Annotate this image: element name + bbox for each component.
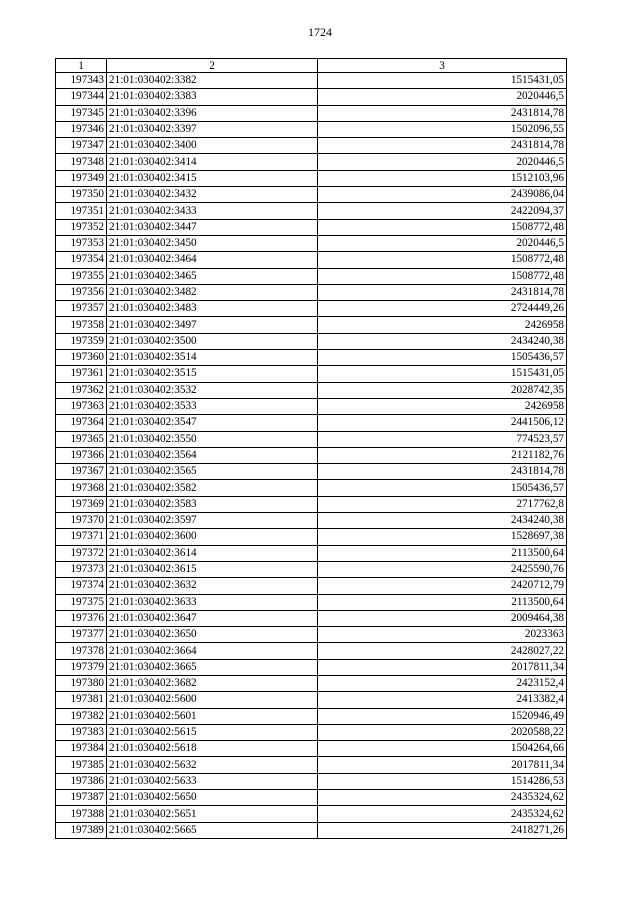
- table-row: [56, 545, 567, 561]
- cadastral-number-cell: 21:01:030402:3565: [107, 464, 318, 480]
- value-cell: 1502096,55: [318, 121, 567, 137]
- cadastral-number-cell: 21:01:030402:5650: [107, 790, 318, 806]
- value-cell: 2717762,8: [318, 496, 567, 512]
- row-number-cell: 197361: [56, 366, 107, 382]
- value-cell: 2431814,78: [318, 464, 567, 480]
- table-row: [56, 170, 567, 186]
- column-header-3: 3: [318, 59, 567, 73]
- row-number-cell: 197367: [56, 464, 107, 480]
- cadastral-number-cell: 21:01:030402:3664: [107, 643, 318, 659]
- cadastral-number-cell: 21:01:030402:3482: [107, 284, 318, 300]
- value-cell: 2426958: [318, 398, 567, 414]
- cadastral-number-cell: 21:01:030402:3647: [107, 610, 318, 626]
- row-number-cell: 197388: [56, 806, 107, 822]
- row-number-cell: 197358: [56, 317, 107, 333]
- value-cell: 1528697,38: [318, 529, 567, 545]
- table-row: [56, 382, 567, 398]
- row-number-cell: 197379: [56, 659, 107, 675]
- value-cell: 2724449,26: [318, 301, 567, 317]
- cadastral-number-cell: 21:01:030402:3564: [107, 447, 318, 463]
- row-number-cell: 197352: [56, 219, 107, 235]
- row-number-cell: 197364: [56, 415, 107, 431]
- cadastral-number-cell: 21:01:030402:5632: [107, 757, 318, 773]
- value-cell: 2441506,12: [318, 415, 567, 431]
- table-row: [56, 203, 567, 219]
- table-row: [56, 138, 567, 154]
- value-cell: 1515431,05: [318, 366, 567, 382]
- cadastral-number-cell: 21:01:030402:3447: [107, 219, 318, 235]
- row-number-cell: 197375: [56, 594, 107, 610]
- value-cell: 2420712,79: [318, 578, 567, 594]
- table-row: [56, 480, 567, 496]
- table-row: [56, 610, 567, 626]
- cadastral-number-cell: 21:01:030402:3514: [107, 350, 318, 366]
- row-number-cell: 197389: [56, 822, 107, 838]
- row-number-cell: 197362: [56, 382, 107, 398]
- table-row: [56, 219, 567, 235]
- table-row: [56, 724, 567, 740]
- cadastral-number-cell: 21:01:030402:3400: [107, 138, 318, 154]
- cadastral-number-cell: 21:01:030402:3515: [107, 366, 318, 382]
- cadastral-number-cell: 21:01:030402:3397: [107, 121, 318, 137]
- cadastral-number-cell: 21:01:030402:5601: [107, 708, 318, 724]
- value-cell: 1514286,53: [318, 773, 567, 789]
- value-cell: 1508772,48: [318, 219, 567, 235]
- table-row: [56, 594, 567, 610]
- cadastral-number-cell: 21:01:030402:5651: [107, 806, 318, 822]
- table-row: [56, 741, 567, 757]
- cadastral-number-cell: 21:01:030402:5618: [107, 741, 318, 757]
- row-number-cell: 197370: [56, 513, 107, 529]
- table-row: [56, 333, 567, 349]
- row-number-cell: 197374: [56, 578, 107, 594]
- table-row: [56, 692, 567, 708]
- value-cell: 2435324,62: [318, 790, 567, 806]
- value-cell: 2431814,78: [318, 105, 567, 121]
- table-row: [56, 578, 567, 594]
- value-cell: 2113500,64: [318, 594, 567, 610]
- row-number-cell: 197359: [56, 333, 107, 349]
- row-number-cell: 197372: [56, 545, 107, 561]
- row-number-cell: 197377: [56, 627, 107, 643]
- value-cell: 2113500,64: [318, 545, 567, 561]
- row-number-cell: 197382: [56, 708, 107, 724]
- value-cell: 1508772,48: [318, 252, 567, 268]
- cadastral-number-cell: 21:01:030402:3432: [107, 187, 318, 203]
- page-number: 1724: [308, 25, 332, 39]
- table-row: [56, 822, 567, 838]
- row-number-cell: 197378: [56, 643, 107, 659]
- value-cell: 1512103,96: [318, 170, 567, 186]
- value-cell: 2428027,22: [318, 643, 567, 659]
- value-cell: 2020446,5: [318, 89, 567, 105]
- value-cell: 2020446,5: [318, 154, 567, 170]
- row-number-cell: 197369: [56, 496, 107, 512]
- value-cell: 2020588,22: [318, 724, 567, 740]
- row-number-cell: 197347: [56, 138, 107, 154]
- cadastral-number-cell: 21:01:030402:3582: [107, 480, 318, 496]
- value-cell: 2431814,78: [318, 138, 567, 154]
- table-row: [56, 773, 567, 789]
- table-row: [56, 464, 567, 480]
- header-row: [56, 59, 567, 73]
- table-body: [56, 73, 567, 839]
- row-number-cell: 197346: [56, 121, 107, 137]
- row-number-cell: 197351: [56, 203, 107, 219]
- cadastral-number-cell: 21:01:030402:3682: [107, 675, 318, 691]
- table-row: [56, 73, 567, 89]
- row-number-cell: 197345: [56, 105, 107, 121]
- cadastral-number-cell: 21:01:030402:5665: [107, 822, 318, 838]
- value-cell: 2423152,4: [318, 675, 567, 691]
- value-cell: 1508772,48: [318, 268, 567, 284]
- value-cell: 2426958: [318, 317, 567, 333]
- table-row: [56, 757, 567, 773]
- cadastral-number-cell: 21:01:030402:5615: [107, 724, 318, 740]
- row-number-cell: 197344: [56, 89, 107, 105]
- table-row: [56, 415, 567, 431]
- row-number-cell: 197384: [56, 741, 107, 757]
- row-number-cell: 197357: [56, 301, 107, 317]
- row-number-cell: 197343: [56, 73, 107, 89]
- table-header: [56, 59, 567, 73]
- cadastral-number-cell: 21:01:030402:3533: [107, 398, 318, 414]
- row-number-cell: 197385: [56, 757, 107, 773]
- table-row: [56, 431, 567, 447]
- value-cell: 2017811,34: [318, 659, 567, 675]
- value-cell: 2422094,37: [318, 203, 567, 219]
- cadastral-number-cell: 21:01:030402:3414: [107, 154, 318, 170]
- value-cell: 2017811,34: [318, 757, 567, 773]
- value-cell: 2020446,5: [318, 235, 567, 251]
- table-row: [56, 643, 567, 659]
- table-row: [56, 447, 567, 463]
- row-number-cell: 197355: [56, 268, 107, 284]
- table-row: [56, 154, 567, 170]
- row-number-cell: 197387: [56, 790, 107, 806]
- row-number-cell: 197376: [56, 610, 107, 626]
- row-number-cell: 197373: [56, 561, 107, 577]
- value-cell: 1520946,49: [318, 708, 567, 724]
- table-row: [56, 121, 567, 137]
- value-cell: 2439086,04: [318, 187, 567, 203]
- row-number-cell: 197371: [56, 529, 107, 545]
- row-number-cell: 197383: [56, 724, 107, 740]
- cadastral-number-cell: 21:01:030402:3415: [107, 170, 318, 186]
- value-cell: 1515431,05: [318, 73, 567, 89]
- table-row: [56, 317, 567, 333]
- value-cell: 2028742,35: [318, 382, 567, 398]
- value-cell: 774523,57: [318, 431, 567, 447]
- row-number-cell: 197348: [56, 154, 107, 170]
- registry-table: [55, 58, 567, 839]
- value-cell: 1505436,57: [318, 480, 567, 496]
- row-number-cell: 197349: [56, 170, 107, 186]
- table-row: [56, 366, 567, 382]
- value-cell: 2431814,78: [318, 284, 567, 300]
- value-cell: 2413382,4: [318, 692, 567, 708]
- value-cell: 1505436,57: [318, 350, 567, 366]
- cadastral-number-cell: 21:01:030402:3450: [107, 235, 318, 251]
- row-number-cell: 197386: [56, 773, 107, 789]
- cadastral-number-cell: 21:01:030402:3547: [107, 415, 318, 431]
- value-cell: 2418271,26: [318, 822, 567, 838]
- cadastral-number-cell: 21:01:030402:3550: [107, 431, 318, 447]
- value-cell: 2434240,38: [318, 333, 567, 349]
- row-number-cell: 197368: [56, 480, 107, 496]
- table-row: [56, 675, 567, 691]
- cadastral-number-cell: 21:01:030402:3483: [107, 301, 318, 317]
- table-row: [56, 627, 567, 643]
- table-row: [56, 252, 567, 268]
- table-row: [56, 513, 567, 529]
- cadastral-number-cell: 21:01:030402:3615: [107, 561, 318, 577]
- table-row: [56, 187, 567, 203]
- cadastral-number-cell: 21:01:030402:5600: [107, 692, 318, 708]
- table-row: [56, 790, 567, 806]
- cadastral-number-cell: 21:01:030402:3464: [107, 252, 318, 268]
- value-cell: 2435324,62: [318, 806, 567, 822]
- cadastral-number-cell: 21:01:030402:3500: [107, 333, 318, 349]
- table-row: [56, 561, 567, 577]
- column-header-1: 1: [56, 59, 107, 73]
- row-number-cell: 197363: [56, 398, 107, 414]
- table-row: [56, 284, 567, 300]
- cadastral-number-cell: 21:01:030402:3600: [107, 529, 318, 545]
- cadastral-number-cell: 21:01:030402:3497: [107, 317, 318, 333]
- cadastral-number-cell: 21:01:030402:3632: [107, 578, 318, 594]
- cadastral-number-cell: 21:01:030402:3396: [107, 105, 318, 121]
- cadastral-number-cell: 21:01:030402:3383: [107, 89, 318, 105]
- value-cell: 2009464,38: [318, 610, 567, 626]
- cadastral-number-cell: 21:01:030402:3665: [107, 659, 318, 675]
- row-number-cell: 197366: [56, 447, 107, 463]
- value-cell: 2023363: [318, 627, 567, 643]
- table-row: [56, 89, 567, 105]
- cadastral-number-cell: 21:01:030402:3650: [107, 627, 318, 643]
- row-number-cell: 197354: [56, 252, 107, 268]
- table-row: [56, 398, 567, 414]
- table-row: [56, 529, 567, 545]
- value-cell: 2121182,76: [318, 447, 567, 463]
- cadastral-number-cell: 21:01:030402:3633: [107, 594, 318, 610]
- cadastral-number-cell: 21:01:030402:3583: [107, 496, 318, 512]
- table-row: [56, 806, 567, 822]
- table-row: [56, 105, 567, 121]
- value-cell: 2434240,38: [318, 513, 567, 529]
- column-header-2: 2: [107, 59, 318, 73]
- table-row: [56, 268, 567, 284]
- table-row: [56, 659, 567, 675]
- table-row: [56, 235, 567, 251]
- row-number-cell: 197353: [56, 235, 107, 251]
- table-row: [56, 496, 567, 512]
- cadastral-number-cell: 21:01:030402:5633: [107, 773, 318, 789]
- table-row: [56, 708, 567, 724]
- cadastral-number-cell: 21:01:030402:3597: [107, 513, 318, 529]
- row-number-cell: 197381: [56, 692, 107, 708]
- cadastral-number-cell: 21:01:030402:3465: [107, 268, 318, 284]
- value-cell: 1504264,66: [318, 741, 567, 757]
- cadastral-number-cell: 21:01:030402:3614: [107, 545, 318, 561]
- cadastral-number-cell: 21:01:030402:3382: [107, 73, 318, 89]
- row-number-cell: 197360: [56, 350, 107, 366]
- table-row: [56, 350, 567, 366]
- row-number-cell: 197380: [56, 675, 107, 691]
- row-number-cell: 197356: [56, 284, 107, 300]
- cadastral-number-cell: 21:01:030402:3433: [107, 203, 318, 219]
- row-number-cell: 197365: [56, 431, 107, 447]
- cadastral-number-cell: 21:01:030402:3532: [107, 382, 318, 398]
- row-number-cell: 197350: [56, 187, 107, 203]
- value-cell: 2425590,76: [318, 561, 567, 577]
- table-row: [56, 301, 567, 317]
